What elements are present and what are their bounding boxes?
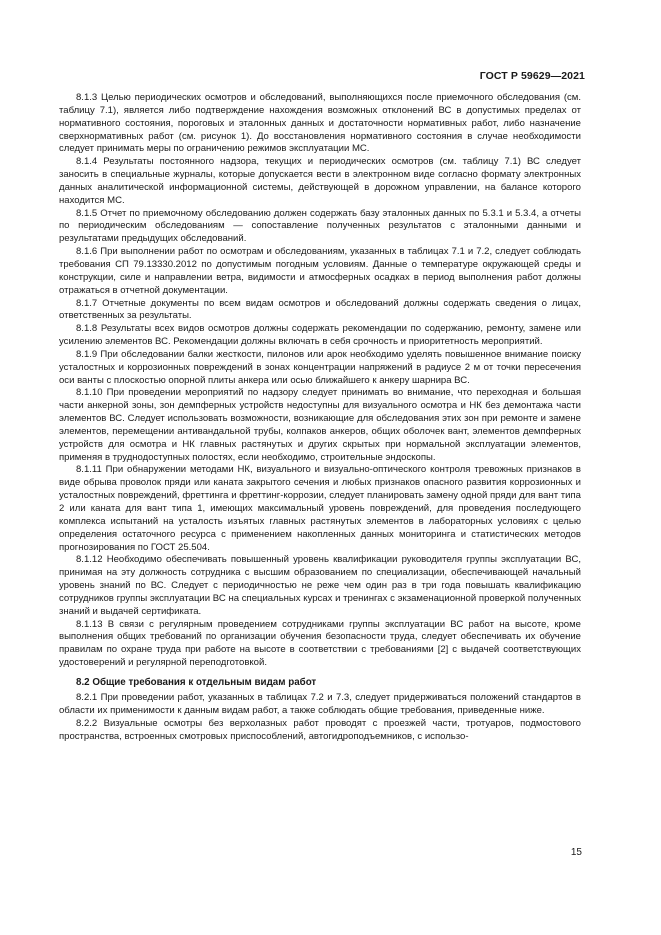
page-number: 15: [570, 847, 582, 858]
document-code: ГОСТ Р 59629—2021: [479, 70, 585, 82]
paragraph-8-1-4: 8.1.4 Результаты постоянного надзора, текущих и периодических осмотров (см. таблицу 7.1) ВС следует заносить в специальные журналы, которые допускается вести в электронном виде согласно формату электронных данных аналитической информационной системы, действующей в дорожном управлении, на балансе которого находится МС.: [59, 156, 581, 206]
paragraph-8-1-8: 8.1.8 Результаты всех видов осмотров должны содержать рекомендации по содержанию, ремонту, замене или усилению элементов ВС. Рекомендации должны включать в себя срочность и приоритетность мероприятий.: [59, 323, 581, 348]
paragraph-8-2-1: 8.2.1 При проведении работ, указанных в таблицах 7.2 и 7.3, следует придерживаться положений стандартов в области их применимости к данным видам работ, а также соблюдать общие требования, приведенные ниже.: [59, 691, 581, 716]
paragraph-8-1-3: 8.1.3 Целью периодических осмотров и обследований, выполняющихся после приемочного обследования (см. таблицу 7.1), является либо подтверждение нахождения возможных отклонений ВС в допустимых пределах от нормативного состояния, пороговых и эталонных данных и достаточности нормативных работ, либо назначение сверхнормативных работ (см. рисунок 1). До восстановления нормативного состояния в случае необходимости следует принимать меры по ограничению режимов эксплуатации МС.: [59, 92, 581, 155]
paragraph-8-1-10: 8.1.10 При проведении мероприятий по надзору следует принимать во внимание, что переходная и большая части анкерной зоны, зон демпферных устройств недоступны для визуального осмотра и НК без демонтажа части элементов ВС. Следует использовать возможности, возникающие для обследования этих зон при ремонте и замене элементов, перемещении антивандальной трубы, колпаков анкеров, общих оболочек вант, элементов демпферных устройств для осмотра и НК главных растянутых и других скрытых при нормальной эксплуатации элементов, применяя в труднодоступных полостях, если необходимо, строительные эндоскопы.: [59, 387, 581, 463]
paragraph-8-1-12: 8.1.12 Необходимо обеспечивать повышенный уровень квалификации руководителя группы эксплуатации ВС, принимая на эту должность сотрудника с высшим образованием по специализации, обеспечивающей начальный уровень знаний по ВС. Следует с периодичностью не реже чем один раз в три года повышать квалификацию сотрудников группы эксплуатации ВС на специальных курсах и тренингах с экзаменационной проверкой полученных знаний и выдачей сертификата.: [59, 554, 581, 617]
paragraph-8-1-7: 8.1.7 Отчетные документы по всем видам осмотров и обследований должны содержать сведения о лицах, ответственных за результаты.: [59, 297, 581, 322]
paragraph-8-1-6: 8.1.6 При выполнении работ по осмотрам и обследованиям, указанных в таблицах 7.1 и 7.2, следует соблюдать требования СП 79.13330.2012 по допустимым погодным условиям. Данные о температуре окружающей среды и конструкции, силе и направлении ветра, видимости и атмосферных осадках в период выполнения работ должны отражаться в отчетной документации.: [59, 246, 581, 296]
paragraph-8-1-9: 8.1.9 При обследовании балки жесткости, пилонов или арок необходимо уделять повышенное внимание поиску усталостных и коррозионных повреждений в зонах концентрации напряжений в радиусе 2 м от точки пересечения оси ванты с плоскостью опорной плиты анкера или осью ближайшего к анкеру шарнира ВС.: [59, 348, 581, 386]
paragraph-8-2-2: 8.2.2 Визуальные осмотры без верхолазных работ проводят с проезжей части, тротуаров, подмостового пространства, встроенных смотровых приспособлений, автогидроподъемников, с использо-: [59, 717, 581, 742]
paragraph-8-1-11: 8.1.11 При обнаружении методами НК, визуального и визуально-оптического контроля тревожных признаков в виде обрыва проволок пряди или каната закрытого сечения и любых признаков опасного развития коррозионных и усталостных повреждений, фреттинга и фреттинг-коррозии, следует планировать замену одной пряди для вант типа 2 или каната для вант типа 1, имеющих максимальный уровень повреждений, для проведения последующего комплекса испытаний на усталость изъятых главных растянутых элементов в лабораторных условиях с целью определения остаточного ресурса с применением накопленных данных мониторинга и статистических методов прогнозирования по ГОСТ 25.504.: [59, 464, 581, 553]
section-heading-8-2: 8.2 Общие требования к отдельным видам работ: [76, 676, 317, 688]
paragraph-8-1-5: 8.1.5 Отчет по приемочному обследованию должен содержать базу эталонных данных по 5.3.1 и 5.3.4, а отчеты по периодическим обследованиям — сопоставление полученных результатов с эталонными данными и результатами предыдущих обследований.: [59, 207, 581, 245]
paragraph-8-1-13: 8.1.13 В связи с регулярным проведением сотрудниками группы эксплуатации ВС работ на высоте, кроме выполнения общих требований по организации обучения безопасности труда, следует обеспечивать их обучение правилам по охране труда при работе на высоте в соответствии с требованиями [2] с выдачей соответствующих удостоверений и регулярной переподготовкой.: [59, 618, 581, 669]
document-body: [59, 92, 581, 743]
